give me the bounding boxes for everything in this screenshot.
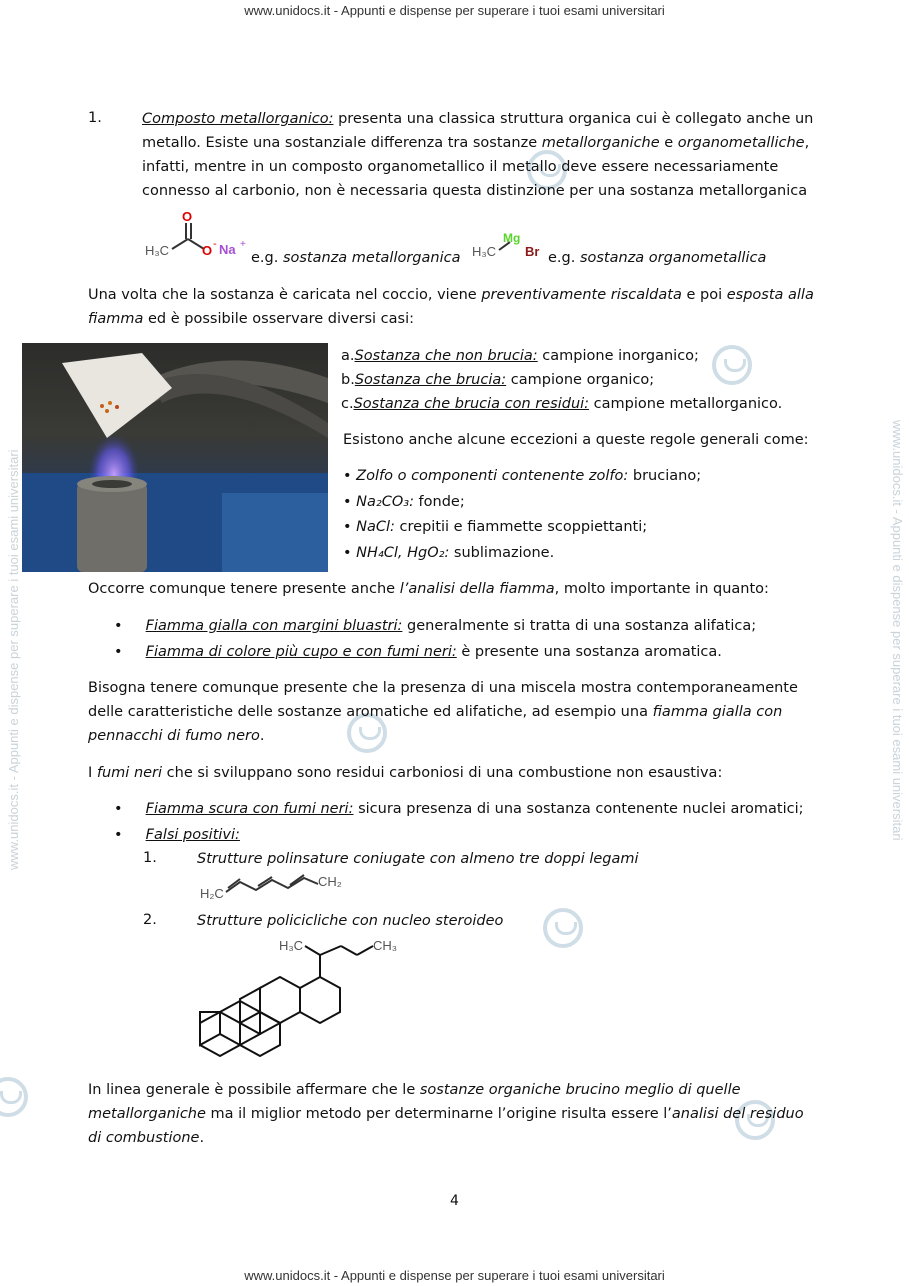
exception-item: • Na₂CO₃: fonde; xyxy=(343,494,465,510)
footer-watermark: www.unidocs.it - Appunti e dispense per superare i tuoi esami universitari xyxy=(244,1268,665,1283)
acetate-o-minus: O xyxy=(202,243,213,258)
svg-text:CH₂: CH₂ xyxy=(318,874,342,889)
svg-text:-: - xyxy=(213,238,217,250)
false-positive-text: Strutture polinsature coniugate con almeno tre doppi legami xyxy=(197,851,639,867)
smoke-item: • Falsi positivi: xyxy=(114,827,240,843)
paragraph-conclusion: In linea generale è possibile affermare che le sostanze organiche brucino meglio di quelle metallorganiche ma il miglior metodo per determinarne l’origine risulta essere l’analisi del residuo di combustione. xyxy=(88,1082,804,1146)
false-positive-number: 1. xyxy=(143,850,157,866)
side-watermark-left: www.unidocs.it - Appunti e dispense per superare i tuoi esami universitari xyxy=(6,449,21,870)
watermark-logo-icon xyxy=(0,1077,28,1117)
svg-text:CH₃: CH₃ xyxy=(373,938,398,953)
svg-text:+: + xyxy=(240,239,246,250)
item-number: 1. xyxy=(88,110,102,126)
header-watermark: www.unidocs.it - Appunti e dispense per superare i tuoi esami universitari xyxy=(244,3,665,18)
flame-photo-drawing xyxy=(22,343,328,572)
acetate-h3c: H₃C xyxy=(145,243,170,258)
flame-item: • Fiamma gialla con margini bluastri: generalmente si tratta di una sostanza alifatica; xyxy=(114,618,757,634)
page-number: 4 xyxy=(450,1193,459,1209)
acetate-structure xyxy=(140,205,250,263)
case-b: b.Sostanza che brucia: campione organico; xyxy=(341,372,655,388)
grignard-br: Br xyxy=(525,244,540,259)
svg-text:H₂C: H₂C xyxy=(200,886,224,901)
paragraph-flame-test: Una volta che la sostanza è caricata nel coccio, viene preventivamente riscaldata e poi esposta alla fiamma ed è possibile osservare diversi casi: xyxy=(88,287,814,327)
exception-item: • Zolfo o componenti contenente zolfo: bruciano; xyxy=(343,468,702,484)
side-watermark-right: www.unidocs.it - Appunti e dispense per superare i tuoi esami universitari xyxy=(890,420,905,841)
acetate-na: Na xyxy=(219,242,236,257)
example-1: e.g. sostanza metallorganica xyxy=(251,250,461,266)
false-positive-text: Strutture policicliche con nucleo steroideo xyxy=(197,913,504,929)
svg-text:H₃C: H₃C xyxy=(279,938,304,953)
grignard-structure xyxy=(470,230,550,262)
item1-term: Composto metallorganico: xyxy=(142,111,334,127)
smoke-item: • Fiamma scura con fumi neri: sicura presenza di una sostanza contenente nuclei aromatici; xyxy=(114,801,804,817)
paragraph-black-smoke: I fumi neri che si sviluppano sono residui carboniosi di una combustione non esaustiva: xyxy=(88,765,723,781)
grignard-mg: Mg xyxy=(503,231,521,245)
acetate-o-top: O xyxy=(182,209,193,224)
paragraph-mixture: Bisogna tenere comunque presente che la presenza di una miscela mostra contemporaneamente delle caratteristiche delle sostanze aromatiche ed alifatiche, ad esempio una fiamma gialla con pennacchi di fumo nero. xyxy=(88,680,798,744)
polyene-structure xyxy=(198,872,358,906)
steroid-structure xyxy=(195,932,415,1062)
false-positive-number: 2. xyxy=(143,912,157,928)
flame-item: • Fiamma di colore più cupo e con fumi neri: è presente una sostanza aromatica. xyxy=(114,644,722,660)
svg-text:H₃C: H₃C xyxy=(472,244,497,259)
item1-paragraph: Composto metallorganico: presenta una classica struttura organica cui è collegato anche un metallo. Esiste una sostanziale differenza tra sostanze metallorganiche e organometalliche, infatti, mentre in un composto organometallico il metallo deve essere necessariamente connesso al carbonio, non è necessaria questa distinzione per una sostanza metallorganica xyxy=(142,111,814,199)
flame-test-photo xyxy=(22,343,328,572)
exception-item: • NaCl: crepitii e fiammette scoppiettanti; xyxy=(343,519,648,535)
example-2: e.g. sostanza organometallica xyxy=(548,250,767,266)
watermark-logo-icon xyxy=(712,345,752,385)
case-c: c.Sostanza che brucia con residui: campione metallorganico. xyxy=(341,396,783,412)
paragraph-flame-analysis: Occorre comunque tenere presente anche l’analisi della fiamma, molto importante in quanto: xyxy=(88,581,769,597)
exception-item: • NH₄Cl, HgO₂: sublimazione. xyxy=(343,545,555,561)
case-a: a.Sostanza che non brucia: campione inorganico; xyxy=(341,348,699,364)
watermark-logo-icon xyxy=(543,908,583,948)
exceptions-intro: Esistono anche alcune eccezioni a queste regole generali come: xyxy=(343,432,809,448)
